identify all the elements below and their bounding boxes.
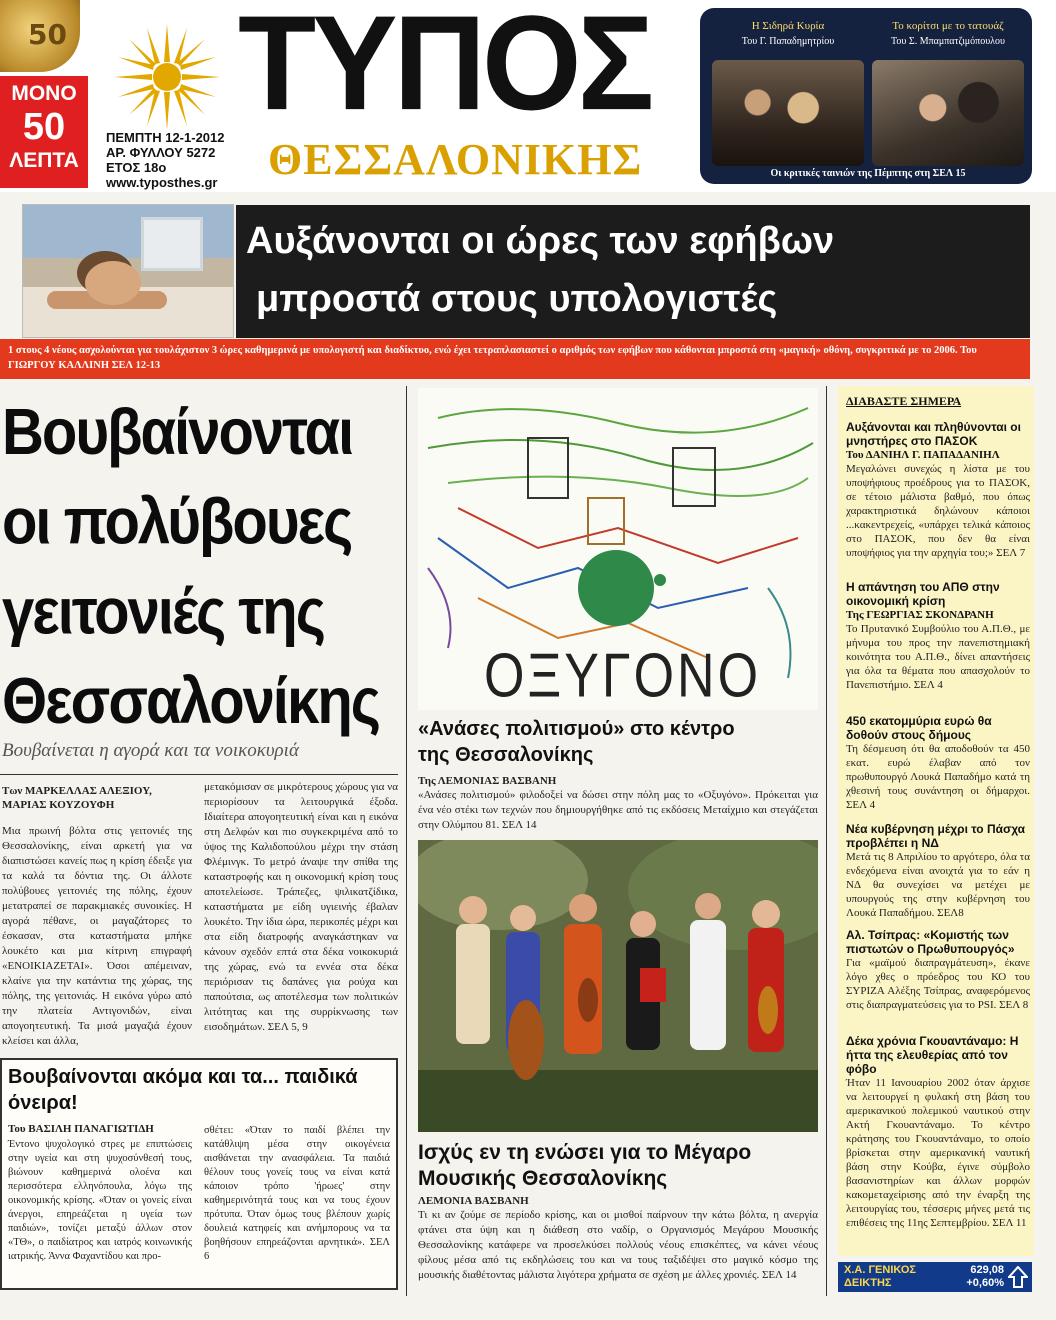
megaro-text: Τι κι αν ζούμε σε περίοδο κρίσης, και οι μισθοί παίρνουν την κάτω βόλτα, η ανεργία φτάνει στα ύψη και η διάθεση στο ναδίρ, ο Οργανισμός Μεγάρου Μουσικής Θεσσαλονίκης κατάφερε να προσελκύσει πολλούς νέους επισκέπτες, να κάνει νέους φίλους μέσα από τις εκδηλώσεις του και να τους ταξιδέψει στο μαγικό κόσμο της μουσικής διαθέτοντας μάλιστα λιγότερα χρήματα σε σχέση με άλλες χρονιές. ΣΕΛ 14 [418,1209,818,1281]
sidebar-item-author: Της ΓΕΩΡΓΙΑΣ ΣΚΟΝΔΡΑΝΗ [846,609,994,621]
promo-footer: Οι κριτικές ταινιών της Πέμπτης στη ΣΕΛ 15 [770,168,966,179]
sidebar-item-head: Νέα κυβέρνηση μέχρι το Πάσχα προβλέπει η ΝΔ [846,822,1026,850]
newspaper-subtitle: ΘΕΣΣΑΛΟΝΙΚΗΣ [268,135,643,184]
price-line-1: ΜΟΝΟ [11,82,77,105]
sidebar-item-head: 450 εκατομμύρια ευρώ θα δοθούν στους δήμους [846,714,992,742]
sidebar-item-text: Μεγαλώνει συνεχώς η λίστα με του υποψήφιους προέδρους για το ΠΑΣΟΚ, σε τέτοιο μάλιστα βαθμό, που όπως χαρακτηριστικά δηλώνουν κάποιοι ...κακεντρεχείς, «υπάρχει τελικά κάποιος στο ΠΑΣΟΚ, που δεν θα είναι υποψήφιος για την αρχηγία του;» ΣΕΛ 7 [846,463,1030,559]
teen-at-computer-photo [22,204,234,338]
issue-number: ΑΡ. ΦΥΛΛΟΥ 5272 [106,145,216,160]
sidebar-item[interactable] [846,714,1030,812]
ticker-label [844,1264,916,1290]
main-headline-line-1: Βουβαίνονται [2,395,353,469]
ticker-change: +0,60% [966,1277,1004,1289]
megaro-headline[interactable] [418,1140,818,1192]
sidebar-item-text: Μετά τις 8 Απριλίου το αργότερο, όλα τα ενδεχόμενα είναι ανοιχτά για το εάν η ΝΔ θα συνεχίσει να μετέχει με υπουργούς της στην κυβέρνηση του Λουκά Παπαδήμου. ΣΕΛ8 [846,851,1030,919]
column-divider [826,386,827,1296]
film-reviews-promo[interactable] [700,8,1032,184]
main-headline[interactable] [2,388,398,746]
ticker-values [934,1264,1004,1290]
issue-year: ΕΤΟΣ 18ο [106,160,167,175]
price-line-3: ΛΕΠΤΑ [9,149,79,172]
green-circle [578,550,654,626]
main-byline-line-2: ΜΑΡΙΑΣ ΚΟΥΖΟΥΦΗ [2,799,115,811]
main-byline [2,784,194,812]
column-divider [406,386,407,1296]
promo-right-author: Του Σ. Μπαμπατζιμόπουλου [891,36,1005,47]
children-column-2: σθέτει: «Όταν το παιδί βλέπει την κατάθλιψη μέσα στην οικογένεια αισθάνεται την ανασφάλεια. Τα παιδιά θέλουν τους γονείς τους να είναι κατά κάποιον τρόπο 'ήρωες' στην καθημερινότητά τους και να τους έχουν πρότυπα. Όταν όμως τους βλέπουν χωρίς δουλειά κατηφείς και ανήμπορους να τα βοηθήσουν επηρεάζονται αρνητικά». ΣΕΛ 6 [204,1125,390,1262]
ticker-value: 629,08 [970,1264,1004,1276]
main-headline-line-3: γειτονιές της [2,575,324,648]
sidebar-item[interactable] [846,928,1030,1012]
children-headline[interactable]: Βουβαίνονται ακόμα και τα... παιδικά όνειρα! [8,1066,358,1114]
main-headline-line-4: Θεσσαλονίκης [2,664,379,738]
arrow-up-icon [1008,1266,1028,1288]
oxygono-byline: Της ΛΕΜΟΝΙΑΣ ΒΑΣΒΑΝΗ [418,775,557,787]
sidebar-item-head: Δέκα χρόνια Γκουαντάναμο: Η ήττα της ελευθερίας από τον φόβο [846,1034,1019,1076]
sidebar-item-text: Το Πρυτανικό Συμβούλιο του Α.Π.Θ., με μήνυμα του προς την πανεπιστημιακή κοινότητα του Α.Π.Θ., δίνει απαντήσεις για όλα τα θέματα που απασχολούν το Πανεπιστήμιο. ΣΕΛ 4 [846,623,1030,691]
main-headline-line-2: οι πολύβουες [2,485,352,559]
coin-value: 50 [28,18,67,51]
main-column-2: μετακόμισαν σε μικρότερους χώρους για να περιορίσουν τα λειτουργικά έξοδα. Ιδιαίτερα απογοητευτική είναι και η εικόνα στη Δελφών και πιο συγκεκριμένα από το ύψος της Καλιδοπούλου μέχρι την στάση Φλέμινγκ. Το μετρό άναψε την σπίθα της καταστροφής και η οικονομική κρίση τους αποτελείωσε. Τράπεζες, ψιλικατζίδικα, καταστήματα με είδη υγιεινής έβαλαν λουκέτο. Την ίδια ώρα, περικοπές μέχρι και στα είδη διατροφής αναγκάστηκαν να κάνουν σχεδόν επτά στα δέκα νοικοκυριά της χώρας, ενώ τα εννέα στα δέκα περιόρισαν τις δαπάνες για ρούχα και παπούτσια, ως αποτέλεσμα των πολιτικών λιτότητας και της συρρίκνωσης των εισοδημάτων. ΣΕΛ 5, 9 [204,781,398,1033]
lead-headline-line-1: Αυξάνονται οι ώρες των εφήβων [246,220,835,262]
masthead [0,0,1056,192]
oxygono-text: «Ανάσες πολιτισμού» φιλοδοξεί να δώσει στην πόλη μας το «Οξυγόνο». Πρόκειται για ένα νέο στέκι των τεχνών που δημιουργήθηκε από τις εκδόσεις Μεταίχμιο και στεγάζεται στην Ολύμπου 81. ΣΕΛ 14 [418,789,818,831]
sidebar-item-text: Για «μαϊμού διαπραγμάτευση», έκανε λόγο χθες ο πρόεδρος του ΚΟ του ΣΥΡΙΖΑ Αλέξης Τσίπρας, αναφερόμενος στις διαπραγματεύσεις για το PSI. ΣΕΛ 8 [846,957,1030,1011]
children-byline: Του ΒΑΣΙΛΗ ΠΑΝΑΓΙΩΤΙΔΗ [8,1123,154,1135]
lead-headline-line-2: μπροστά στους υπολογιστές [256,278,778,320]
lead-summary: 1 στους 4 νέους ασχολούνται για τουλάχιστον 3 ώρες καθημερινά με υπολογιστή και διαδίκτυο, ενώ έχει τετραπλασιαστεί ο αριθμός των εφήβων που κάθονται μπροστά στη «μαγική» οθόνη, συγκριτικά με το 2006. Του ΓΙΩΡΓΟΥ ΚΑΛΛΙΝΗ ΣΕΛ 12-13 [8,345,977,371]
iron-lady-photo [712,60,864,166]
sidebar-item[interactable] [846,580,1030,692]
megaro-headline-line-1: Ισχύς εν τη ενώσει για το Μέγαρο [418,1141,752,1164]
monitor-shape [141,217,203,271]
sidebar-item-head: Η απάντηση του ΑΠΘ στην οικονομική κρίση [846,580,1000,608]
concert-photo [418,840,818,1132]
promo-right-title: Το κορίτσι με το τατουάζ [892,20,1004,32]
vergina-sun-icon [112,22,222,132]
sidebar-item-author: Του ΔΑΝΙΗΛ Γ. ΠΑΠΑΔΑΝΙΗΛ [846,449,1000,461]
sidebar-item[interactable] [846,1034,1030,1230]
stock-index-ticker [838,1262,1032,1292]
megaro-headline-line-2: Μουσικής Θεσσαλονίκης [418,1167,668,1190]
divider [0,774,398,775]
sidebar-item-head: Αυξάνονται και πληθύνονται οι μνηστήρες στο ΠΑΣΟΚ [846,420,1021,448]
website-link[interactable]: www.typosthes.gr [106,175,218,190]
megaro-byline: ΛΕΜΟΝΙΑ ΒΑΣΒΑΝΗ [418,1195,529,1207]
main-byline-line-1: Των ΜΑΡΚΕΛΛΑΣ ΑΛΕΞΙΟΥ, [2,785,152,797]
sidebar-item[interactable] [846,420,1030,560]
oxygono-headline[interactable] [418,716,818,768]
issue-date: ΠΕΜΠΤΗ 12-1-2012 [106,130,225,145]
oxygono-logo: ΟΞΥΓΟΝΟ [484,641,762,711]
oxygono-headline-line-1: «Ανάσες πολιτισμού» στο κέντρο [418,718,735,740]
children-column-1: Έντονο ψυχολογικό στρες με επιπτώσεις στην υγεία και στη ψυχοσύνθεσή τους, βιώνουν καθημερινά ολοένα και περισσότερα ελληνόπουλα, λόγω της οικονομικής κρίσης. «Όταν οι γονείς είναι άνεργοι, επηρεάζεται η υγεία των παιδιών», τονίζει μεταξύ άλλων στον «ΤΘ», ο παιδίατρος και ιατρός κοινωνικής ιατρικής. Άννα Φαχαντίδου και προ- [8,1139,192,1262]
ticker-label-line-2: ΔΕΙΚΤΗΣ [844,1277,892,1289]
price-badge [0,76,88,188]
promo-left-title: Η Σιδηρά Κυρία [751,20,825,32]
price-line-2: 50 [22,106,66,148]
tattoo-girl-photo [872,60,1024,166]
sidebar-title: ΔΙΑΒΑΣΤΕ ΣΗΜΕΡΑ [846,394,962,408]
sidebar-item[interactable] [846,822,1030,920]
head-shape [85,261,141,305]
main-column-1: Μια πρωινή βόλτα στις γειτονιές της Θεσσαλονίκης, είναι αρκετή για να διαπιστώσει κανείς πως η κρίση έδειξε για τα καλά τα δόντια της. Οι άλλοτε πολύβουες γειτονιές της πόλης, έχουν μετατραπεί σε παρακμιακές συνοικίες. Η αγορά πέθανε, οι μαγαζάτορες το έσκασαν, στα καταστήματα μπήκε λουκέτο και μια κίτρινη επιγραφή «ΕΝΟΙΚΙΑΖΕΤΑΙ». Όσοι απέμειναν, κλαίνε για την κατάντια της χώρας, της πόλης, της γειτονιάς. Η εικόνα γύρω από την πλατεία Αντιγονιδών, είναι απογοητευτική. Τα μισά μαγαζιά έχουν κλείσει και άλλα, [2,825,192,1047]
issue-info [106,130,225,190]
sidebar-item-text: Ήταν 11 Ιανουαρίου 2002 όταν άρχισε να λειτουργεί η φυλακή στη βάση του αμερικανικού πολεμικού ναυτικού στην Ακτή Γκουαντάναμο. Το κέντρο κράτησης του Γκουαντάναμο, το οποίο βρίσκεται στην αμερικανική ναυτική βάση στην Κούβα, έγινε σύμβολο βασανιστηρίων και άλλων μορφών κακομεταχείρισης από την έναρξη της λειτουργίας του, τέσσερις μήνες μετά τις επιθέσεις της 11ης Σεπτεμβρίου. ΣΕΛ 11 [846,1077,1030,1229]
promo-left-author: Του Γ. Παπαδημητρίου [741,36,835,47]
ticker-label-line-1: Χ.Α. ΓΕΝΙΚΟΣ [844,1264,916,1276]
sidebar-item-text: Τη δέσμευση ότι θα αποδοθούν τα 450 εκατ. ευρώ έλαβαν από τον πρωθυπουργό Λουκά Παπαδήμο κατά τη χθεσινή τους συνάντηση οι δήμαρχοι. ΣΕΛ 4 [846,743,1030,811]
newspaper-title: ΤΥΠΟΣ [238,0,651,139]
oxygono-headline-line-2: της Θεσσαλονίκης [418,744,594,766]
musicians-drawing [418,840,818,1132]
coin-icon [0,0,80,72]
lead-headline[interactable] [246,212,1026,328]
main-deck: Βουβαίνεται η αγορά και τα νοικοκυριά [2,740,299,761]
sidebar-item-head: Αλ. Τσίπρας: «Κομιστής των πιστωτών ο Πρωθυπουργός» [846,928,1015,956]
